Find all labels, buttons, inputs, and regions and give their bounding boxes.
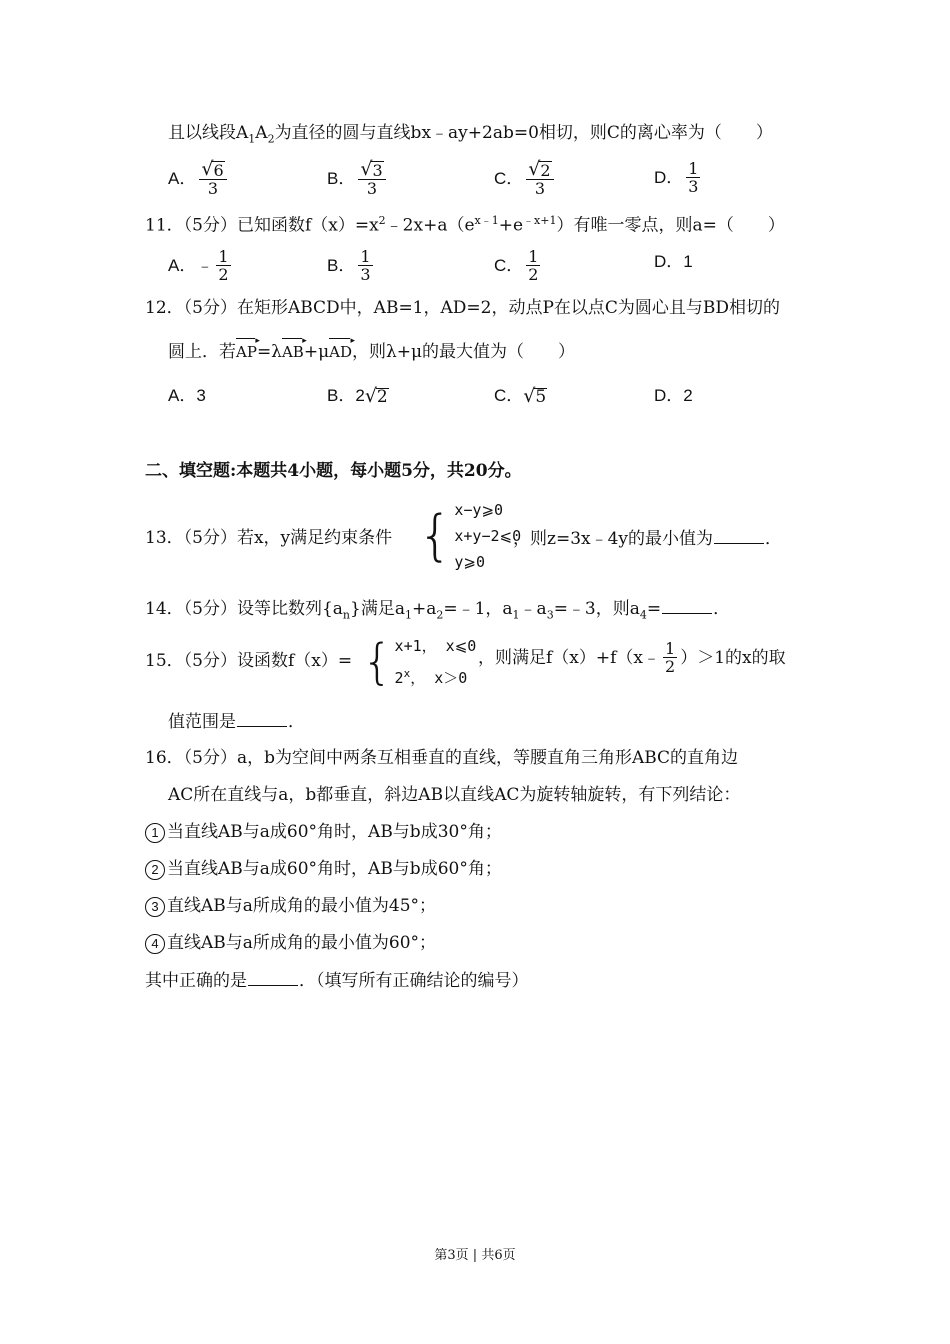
q16-item-4 (145, 932, 436, 954)
fraction (199, 160, 226, 197)
left-brace-icon: { (362, 634, 393, 690)
option-label: C． (494, 168, 524, 188)
q14-sub: 4 (639, 608, 647, 622)
q13-stem-b-text: ，则z=3x﹣4y的最小值为 (513, 529, 714, 549)
q11-stem-b: ﹣2x+a（e (385, 215, 475, 236)
sqrt-icon: √ (201, 158, 214, 180)
q10-option-a (168, 160, 230, 197)
q14-sub: 1 (404, 608, 412, 622)
option-value: 2 (683, 386, 693, 405)
q11-stem (145, 210, 785, 237)
q12-eq: =λ (256, 342, 282, 362)
q12-stem-line2 (168, 341, 575, 363)
sqrt (523, 384, 547, 407)
q12-plus: +μ (303, 342, 330, 362)
fraction (526, 160, 553, 197)
answer-blank[interactable] (237, 710, 287, 727)
minus-sign: ﹣ (196, 255, 214, 276)
option-label: D． (654, 252, 684, 271)
fraction (358, 160, 385, 197)
vector-ab: AB ▸ (282, 341, 304, 363)
q15-stem-b-text: ，则满足f（x）+f（x﹣ (478, 647, 661, 668)
q15-piecewise (362, 632, 476, 692)
option-label: A． (168, 255, 197, 275)
fraction (686, 160, 700, 195)
q16-item-2 (145, 858, 502, 880)
denominator: 2 (528, 265, 539, 284)
q15-stem-b (478, 640, 786, 675)
left-brace-icon: { (418, 504, 453, 567)
piece-base: 2 (394, 669, 404, 687)
q14-stem-a: 14．（5分）设等比数列{a (145, 599, 343, 619)
q14-minus: ﹣a (519, 599, 547, 619)
denominator: 3 (360, 265, 371, 284)
q16-last-b: ．（填写所有正确结论的编号） (299, 971, 529, 991)
q14-stem-e: = (646, 599, 662, 619)
q16-last-line (145, 969, 529, 992)
answer-blank[interactable] (248, 969, 298, 986)
q14-sub: n (342, 608, 350, 622)
item-text: 直线AB与a所成角的最小值为45°； (167, 896, 437, 916)
item-text: 直线AB与a所成角的最小值为60°； (167, 933, 437, 953)
q11-option-a (168, 248, 234, 283)
option-value: 3 (196, 386, 206, 405)
q14-stem (145, 597, 730, 626)
q13-stem-b (513, 527, 782, 550)
option-label: B． (327, 255, 356, 275)
option-label: A． (168, 168, 197, 188)
q10-option-b (327, 160, 389, 197)
piece-row: x+1， x⩽0 (394, 637, 477, 655)
q11-option-b (327, 248, 376, 283)
q11-stem-c: +e (498, 215, 524, 236)
constraint-row: x−y⩾0 (454, 501, 504, 519)
q16-item-3 (145, 895, 436, 917)
option-label: A． (168, 386, 197, 405)
q10-sub1: 1 (248, 132, 256, 146)
radicand: 3 (372, 161, 383, 180)
q15-stem-a: 15．（5分）设函数f（x）= (145, 651, 353, 671)
q12-option-d (654, 385, 693, 407)
q13-constraint-system (418, 497, 521, 575)
q11-sup: 2 (378, 214, 386, 227)
circled-number: 3 (145, 897, 165, 917)
option-label: B． (327, 168, 356, 188)
q11-sup: ﹣x+1 (523, 214, 557, 227)
option-value: 1 (683, 252, 693, 271)
fraction (526, 248, 540, 283)
circled-number: 2 (145, 860, 165, 880)
circled-number: 4 (145, 934, 165, 954)
q14-stem-c: =﹣1，a (443, 599, 513, 619)
vector-ap: AP ▸ (236, 341, 257, 363)
q10-stem-a: 且以线段A (168, 123, 249, 143)
vector-ad: AD ▸ (329, 341, 352, 363)
denominator: 3 (207, 179, 219, 198)
radicand: 6 (213, 161, 224, 180)
q14-stem-d: =﹣3，则a (553, 599, 640, 619)
denominator: 2 (218, 265, 229, 284)
q11-option-c (494, 248, 543, 283)
radicand: 5 (535, 386, 547, 407)
fraction (358, 248, 372, 283)
fraction (216, 248, 230, 283)
answer-blank[interactable] (662, 597, 712, 614)
denominator: 2 (665, 657, 676, 676)
section-heading: 二、填空题:本题共4小题，每小题5分，共20分。 (145, 461, 522, 481)
sqrt-icon: √ (523, 384, 536, 407)
sqrt-icon: √ (364, 384, 377, 407)
q11-stem-d: ）有唯一零点，则a=（ ） (556, 215, 785, 236)
option-label: D． (654, 386, 684, 405)
q15-stem-c: ）＞1的x的取 (680, 647, 786, 668)
q16-stem-line1: 16．（5分）a，b为空间中两条互相垂直的直线，等腰直角三角形ABC的直角边 (145, 748, 739, 768)
piece-rest: ， x＞0 (410, 669, 468, 687)
numerator: 1 (360, 247, 371, 266)
numerator: 1 (665, 639, 676, 658)
q14-sub: 1 (512, 608, 520, 622)
q15-line2 (168, 710, 305, 733)
numerator: 1 (688, 159, 699, 178)
numerator: 1 (218, 247, 229, 266)
q15-end: ． (288, 712, 305, 732)
numerator: 1 (528, 247, 539, 266)
q15-line2-text: 值范围是 (168, 712, 236, 732)
q13-stem-a: 13．（5分）若x，y满足约束条件 (145, 528, 393, 548)
q12-stem-b: ，则λ+μ的最大值为（ ） (351, 342, 576, 362)
denominator: 3 (688, 177, 699, 196)
q14-stem-b: }满足a (350, 599, 405, 619)
sqrt (364, 384, 389, 407)
sqrt-icon: √ (528, 158, 541, 180)
constraint-row: x+y−2⩽0 (454, 527, 522, 545)
q11-option-d (654, 251, 693, 273)
q12-option-c (494, 385, 547, 407)
piece-sup: x (403, 667, 411, 680)
q10-stem-b: A (255, 123, 268, 143)
sqrt-icon: √ (360, 158, 373, 180)
fraction (663, 640, 677, 675)
option-label: C． (494, 255, 524, 275)
page-footer: 第3页 | 共6页 (434, 1248, 516, 1263)
q14-sub: 2 (436, 608, 444, 622)
item-text: 当直线AB与a成60°角时，AB与b成30°角； (167, 822, 502, 842)
option-label: D． (654, 167, 684, 187)
q13-end: ． (765, 529, 783, 549)
q12-option-a (168, 385, 206, 407)
piece-row (395, 660, 477, 692)
q14-sub: 3 (546, 608, 554, 622)
q10-stem (168, 122, 773, 150)
q16-item-1 (145, 821, 502, 843)
q11-stem-a: 11．（5分）已知函数f（x）=x (145, 215, 379, 236)
circled-number: 1 (145, 823, 165, 843)
answer-blank[interactable] (714, 527, 764, 544)
q11-sup: x﹣1 (474, 214, 499, 227)
option-label: B． (327, 386, 356, 405)
option-label: C． (494, 386, 524, 405)
q14-end: ． (713, 599, 731, 619)
q10-stem-c: 为直径的圆与直线bx﹣ay+2ab=0相切，则C的离心率为（ ） (274, 123, 773, 143)
constraint-row: y⩾0 (454, 553, 485, 571)
denominator: 3 (534, 179, 546, 198)
q12-stem-line1: 12．（5分）在矩形ABCD中，AB=1，AD=2，动点P在以点C为圆心且与BD相切的 (145, 298, 781, 318)
coefficient: 2 (355, 386, 365, 405)
denominator: 3 (366, 179, 378, 198)
radicand: 2 (376, 386, 388, 407)
q10-option-c (494, 160, 557, 197)
q16-last-a: 其中正确的是 (145, 971, 247, 991)
radicand: 2 (540, 161, 551, 180)
q10-sub2: 2 (267, 132, 275, 146)
q10-option-d (654, 160, 703, 195)
q12-option-b (327, 385, 389, 407)
q14-plus: +a (411, 599, 437, 619)
q16-stem-line2: AC所在直线与a，b都垂直，斜边AB以直线AC为旋转轴旋转，有下列结论： (168, 785, 741, 805)
q12-stem-a: 圆上．若 (168, 342, 236, 362)
item-text: 当直线AB与a成60°角时，AB与b成60°角； (167, 859, 502, 879)
